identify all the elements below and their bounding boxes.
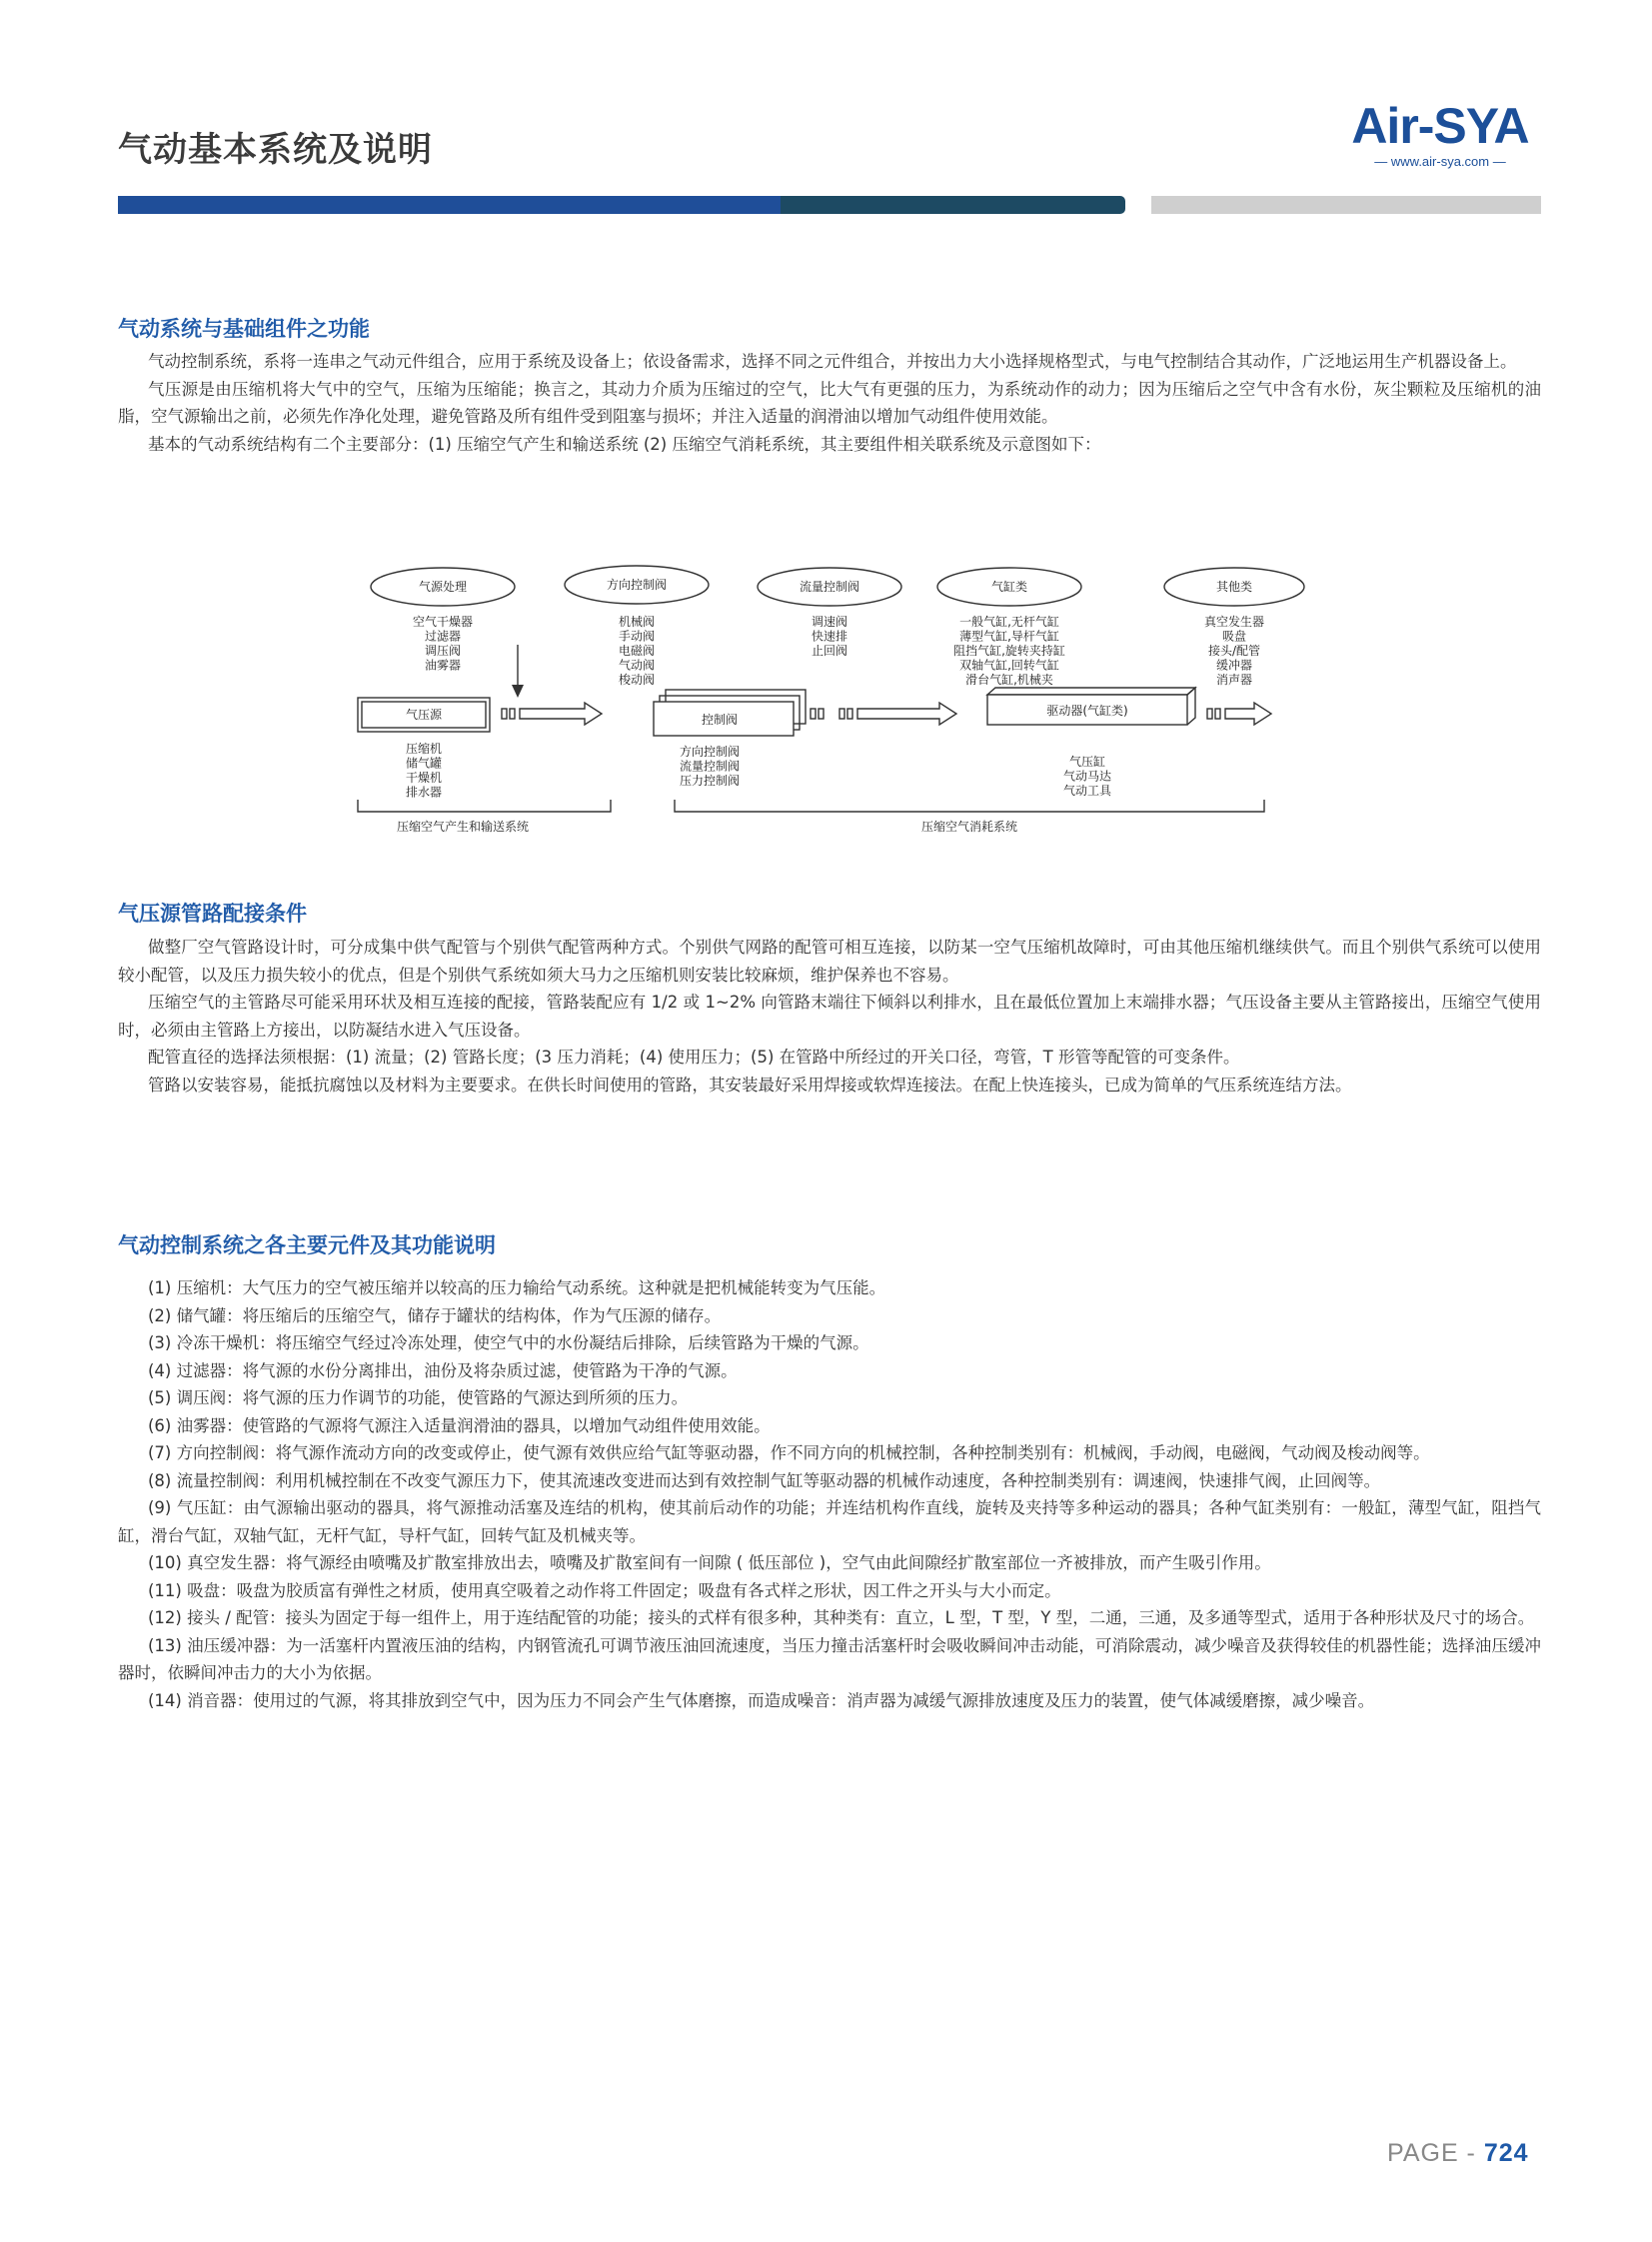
list-item: (3) 冷冻干燥机：将压缩空气经过冷冻处理，使空气中的水份凝结后排除，后续管路为干燥的气源。 bbox=[148, 1333, 869, 1352]
group-label: 压缩空气消耗系统 bbox=[920, 820, 1018, 834]
diagram-item: 压力控制阀 bbox=[679, 774, 741, 788]
list-item: (7) 方向控制阀：将气源作流动方向的改变或停止，使气源有效供应给气缸等驱动器，作不同方向的机械控制，各种控制类别有：机械阀，手动阀，电磁阀，气动阀及梭动阀等。 bbox=[148, 1443, 1430, 1462]
oval-items-others bbox=[1204, 614, 1264, 687]
box-label: 控制阀 bbox=[701, 713, 739, 727]
logo-url: — www.air-sya.com — bbox=[1374, 154, 1506, 169]
header-bar-gray bbox=[1151, 196, 1541, 214]
diagram-item: 干燥机 bbox=[405, 771, 443, 785]
diagram-item: 止回阀 bbox=[811, 644, 848, 658]
diagram-item: 缓冲器 bbox=[1215, 658, 1253, 673]
page-number bbox=[1387, 2139, 1529, 2168]
paragraph: 气动控制系统，系将一连串之气动元件组合，应用于系统及设备上；依设备需求，选择不同之元件组合，并按出力大小选择规格型式，与电气控制结合其动作，广泛地运用生产机器设备上。 bbox=[148, 352, 1517, 371]
oval-items-direction-valve bbox=[619, 614, 655, 687]
diagram-item: 电磁阀 bbox=[618, 644, 656, 658]
list-item: (4) 过滤器：将气源的水份分离排出，油份及将杂质过滤，使管路为干净的气源。 bbox=[148, 1360, 738, 1380]
list-item: (13) 油压缓冲器：为一活塞杆内置液压油的结构，内钢管流孔可调节液压油回流速度，当压力撞击活塞杆时会吸收瞬间冲击动能，可消除震动，减少噪音及获得较佳的机器性能；选择油压缓冲器时，依瞬间冲击力的大小为依据。 bbox=[118, 1635, 1541, 1682]
diagram-item: 吸盘 bbox=[1221, 629, 1247, 644]
diagram-item: 储气罐 bbox=[405, 756, 443, 771]
actuator-items bbox=[1063, 754, 1112, 798]
list-item: (5) 调压阀：将气源的压力作调节的功能，使管路的气源达到所须的压力。 bbox=[148, 1388, 689, 1407]
pneumatic-system-diagram bbox=[340, 560, 1309, 855]
source-items bbox=[406, 741, 442, 800]
diagram-item: 接头/配管 bbox=[1207, 644, 1261, 658]
components-list bbox=[118, 1274, 1541, 1714]
paragraph: 气压源是由压缩机将大气中的空气，压缩为压缩能；换言之，其动力介质为压缩过的空气，比大气有更强的压力，为系统动作的动力；因为压缩后之空气中含有水份，灰尘颗粒及压缩机的油脂，空气源输出之前，必须先作净化处理，避免管路及所有组件受到阻塞与损坏；并注入适量的润滑油以增加气动组件使用效能。 bbox=[118, 379, 1541, 426]
diagram-item: 调速阀 bbox=[811, 615, 848, 629]
diagram-item: 调压阀 bbox=[424, 644, 462, 658]
paragraph: 压缩空气的主管路尽可能采用环状及相互连接的配接，管路装配应有 1/2 或 1~2% 向管路末端往下倾斜以利排水，且在最低位置加上末端排水器；气压设备主要从主管路接出，压缩空气使用时，必须由主管路上方接出，以防凝结水进入气压设备。 bbox=[118, 993, 1541, 1040]
box-label: 气压源 bbox=[405, 708, 443, 722]
list-item: (14) 消音器：使用过的气源，将其排放到空气中，因为压力不同会产生气体磨擦，而造成噪音：消声器为减缓气源排放速度及压力的装置，使气体减缓磨擦，减少噪音。 bbox=[148, 1690, 1375, 1710]
paragraph: 管路以安装容易，能抵抗腐蚀以及材料为主要要求。在供长时间使用的管路，其安装最好采用焊接或软焊连接法。在配上快连接头，已成为简单的气压系统连结方法。 bbox=[148, 1075, 1352, 1095]
logo-url-text: www.air-sya.com bbox=[1390, 154, 1490, 169]
diagram-item: 薄型气缸,导杆气缸 bbox=[959, 629, 1059, 644]
diagram-item: 气压缸 bbox=[1068, 755, 1106, 769]
oval-label: 气缸类 bbox=[990, 580, 1028, 594]
header-bar-dark bbox=[781, 196, 1125, 214]
diagram-item: 气动马达 bbox=[1062, 769, 1112, 784]
header-bar-blue bbox=[118, 196, 781, 214]
oval-items-air-treatment bbox=[413, 614, 473, 673]
section-heading-functions: 气动系统与基础组件之功能 bbox=[118, 317, 370, 341]
list-item: (6) 油雾器：使管路的气源将气源注入适量润滑油的器具，以增加气动组件使用效能。 bbox=[148, 1415, 771, 1435]
group-label: 压缩空气产生和输送系统 bbox=[396, 820, 530, 834]
paragraph: 做整厂空气管路设计时，可分成集中供气配管与个别供气配管两种方式。个别供气网路的配管可相互连接，以防某一空气压缩机故障时，可由其他压缩机继续供气。而且个别供气系统可以使用较小配管，以及压力损失较小的优点，但是个别供气系统如须大马力之压缩机则安装比较麻烦，维护保养也不容易。 bbox=[118, 938, 1541, 985]
diagram-item: 一般气缸,无杆气缸 bbox=[959, 615, 1059, 629]
diagram-item: 流量控制阀 bbox=[679, 759, 741, 774]
diagram-item: 快速排 bbox=[811, 629, 848, 644]
paragraph: 基本的气动系统结构有二个主要部分：(1) 压缩空气产生和输送系统 (2) 压缩空气消耗系统，其主要组件相关联系统及示意图如下： bbox=[148, 434, 1101, 454]
diagram-item: 方向控制阀 bbox=[679, 745, 741, 759]
list-item: (2) 储气罐：将压缩后的压缩空气，储存于罐状的结构体，作为气压源的储存。 bbox=[148, 1305, 722, 1325]
section-heading-components: 气动控制系统之各主要元件及其功能说明 bbox=[118, 1233, 496, 1257]
list-item: (10) 真空发生器：将气源经由喷嘴及扩散室排放出去，喷嘴及扩散室间有一间隙 ( 低压部位 )，空气由此间隙经扩散室部位一齐被排放，而产生吸引作用。 bbox=[148, 1553, 1271, 1572]
diagram-item: 气动工具 bbox=[1062, 784, 1112, 798]
oval-label: 流量控制阀 bbox=[799, 580, 860, 594]
diagram-item: 气动阀 bbox=[618, 658, 656, 673]
diagram-item: 空气干燥器 bbox=[412, 615, 474, 629]
section1-body bbox=[118, 348, 1541, 458]
list-item: (12) 接头 / 配管：接头为固定于每一组件上，用于连结配管的功能；接头的式样有很多种，其种类有：直立，L 型，T 型，Y 型，二通，三通，及多通等型式，适用于各种形状及尺寸的场合。 bbox=[148, 1608, 1535, 1627]
list-item: (9) 气压缸：由气源输出驱动的器具，将气源推动活塞及连结的机构，使其前后动作的功能；并连结机构作直线，旋转及夹持等多种运动的器具；各种气缸类别有：一般缸，薄型气缸，阻挡气缸，滑台气缸，双轴气缸，无杆气缸，导杆气缸，回转气缸及机械夹等。 bbox=[118, 1498, 1541, 1545]
page-title: 气动基本系统及说明 bbox=[118, 130, 433, 170]
diagram-item: 手动阀 bbox=[618, 629, 656, 644]
diagram-item: 油雾器 bbox=[424, 658, 462, 673]
diagram-item: 机械阀 bbox=[618, 615, 656, 629]
diagram-item: 过滤器 bbox=[424, 629, 462, 644]
box-label: 驱动器(气缸类) bbox=[1046, 704, 1128, 718]
diagram-item: 消声器 bbox=[1215, 673, 1253, 687]
diagram-item: 压缩机 bbox=[405, 742, 443, 756]
paragraph: 配管直径的选择法须根据：(1) 流量；(2) 管路长度；(3 压力消耗；(4) 使用压力；(5) 在管路中所经过的开关口径，弯管，T 形管等配管的可变条件。 bbox=[148, 1048, 1240, 1067]
list-item: (1) 压缩机：大气压力的空气被压缩并以较高的压力输给气动系统。这种就是把机械能转变为气压能。 bbox=[148, 1278, 886, 1297]
page-label: PAGE - bbox=[1387, 2139, 1484, 2167]
diagram-item: 阻挡气缸,旋转夹持缸 bbox=[953, 644, 1065, 658]
page-number-value: 724 bbox=[1483, 2139, 1529, 2167]
brand-logo bbox=[1335, 100, 1545, 169]
oval-label: 方向控制阀 bbox=[606, 578, 668, 592]
diagram-item: 真空发生器 bbox=[1203, 615, 1265, 629]
diagram-item: 梭动阀 bbox=[618, 673, 656, 687]
logo-name: Air-SYA bbox=[1351, 98, 1529, 154]
list-item: (11) 吸盘：吸盘为胶质富有弹性之材质，使用真空吸着之动作将工件固定；吸盘有各式样之形状，因工件之开头与大小而定。 bbox=[148, 1580, 1061, 1600]
oval-items-flow-valve bbox=[812, 614, 847, 658]
oval-items-cylinders bbox=[953, 614, 1065, 687]
section-heading-piping: 气压源管路配接条件 bbox=[118, 902, 307, 926]
diagram-item: 双轴气缸,回转气缸 bbox=[959, 658, 1059, 673]
oval-label: 气源处理 bbox=[418, 580, 468, 594]
oval-label: 其他类 bbox=[1215, 580, 1253, 594]
control-items bbox=[680, 744, 740, 788]
section2-body bbox=[118, 934, 1541, 1099]
diagram-item: 滑台气缸,机械夹 bbox=[965, 673, 1053, 687]
list-item: (8) 流量控制阀：利用机械控制在不改变气源压力下，使其流速改变进而达到有效控制气缸等驱动器的机械作动速度，各种控制类别有：调速阀，快速排气阀，止回阀等。 bbox=[148, 1470, 1381, 1490]
diagram-item: 排水器 bbox=[405, 785, 443, 800]
